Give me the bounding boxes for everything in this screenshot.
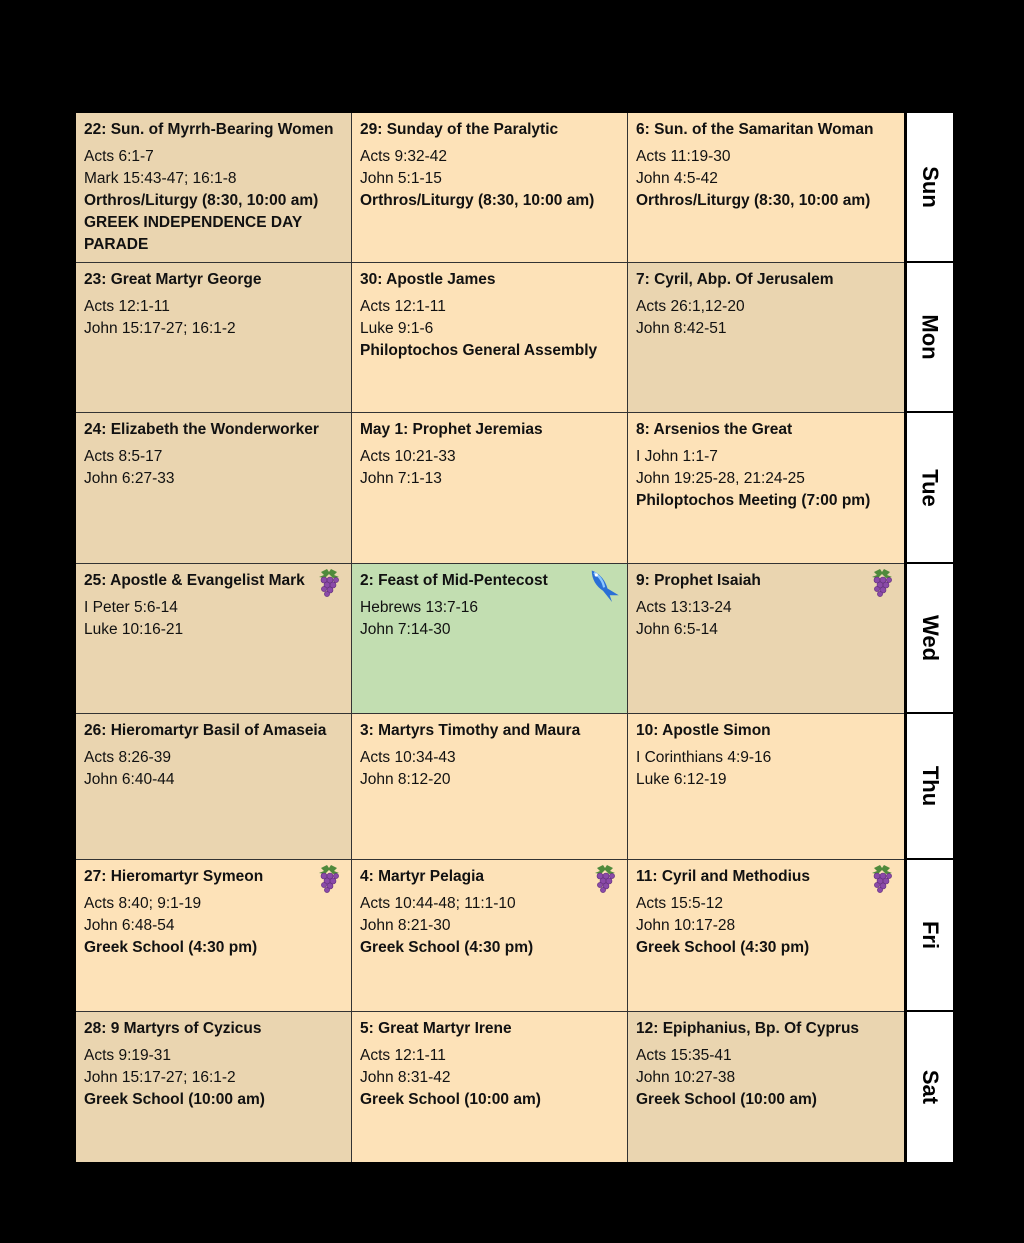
reading-line: John 6:48-54 (84, 917, 175, 934)
day-title: 5: Great Martyr Irene (360, 1020, 512, 1037)
day-cell[interactable] (628, 714, 904, 860)
day-title: 9: Prophet Isaiah (636, 572, 761, 589)
reading-line: Acts 9:32-42 (360, 148, 448, 165)
day-cell[interactable] (628, 413, 904, 564)
calendar-grid (76, 113, 904, 1162)
reading-line: Luke 6:12-19 (636, 771, 727, 788)
day-cell[interactable] (76, 1012, 352, 1162)
day-cell[interactable] (76, 113, 352, 263)
reading-line: Luke 9:1-6 (360, 320, 434, 337)
reading-line: John 7:1-13 (360, 470, 442, 487)
day-title: 2: Feast of Mid-Pentecost (360, 572, 548, 589)
reading-line: John 6:27-33 (84, 470, 175, 487)
event-line: Philoptochos Meeting (7:00 pm) (636, 492, 871, 509)
day-title: 12: Epiphanius, Bp. Of Cyprus (636, 1020, 860, 1037)
event-line: Greek School (4:30 pm) (636, 939, 810, 956)
reading-line: John 4:5-42 (636, 170, 718, 187)
day-cell[interactable] (76, 263, 352, 413)
reading-line: John 10:17-28 (636, 917, 736, 934)
reading-line: Acts 10:44-48; 11:1-10 (360, 895, 516, 912)
reading-line: Acts 10:21-33 (360, 448, 456, 465)
reading-line: Acts 13:13-24 (636, 599, 732, 616)
day-title: 10: Apostle Simon (636, 722, 771, 739)
weekday-text: Tue (918, 468, 944, 507)
reading-line: John 19:25-28, 21:24-25 (636, 470, 805, 487)
grapes-icon (589, 862, 621, 894)
day-title: 8: Arsenios the Great (636, 421, 793, 438)
reading-line: Acts 8:5-17 (84, 448, 163, 465)
reading-line: Acts 12:1-11 (360, 298, 446, 315)
grapes-icon (866, 566, 898, 598)
event-line: Orthros/Liturgy (8:30, 10:00 am) (84, 192, 319, 209)
reading-line: John 8:42-51 (636, 320, 727, 337)
reading-line: Acts 12:1-11 (360, 1047, 446, 1064)
reading-line: Acts 26:1,12-20 (636, 298, 745, 315)
day-title: 27: Hieromartyr Symeon (84, 868, 264, 885)
day-cell[interactable] (76, 413, 352, 564)
day-cell[interactable] (352, 413, 628, 564)
reading-line: Mark 15:43-47; 16:1-8 (84, 170, 237, 187)
weekday-text: Thu (918, 765, 944, 807)
reading-line: Acts 12:1-11 (84, 298, 170, 315)
day-cell[interactable] (352, 1012, 628, 1162)
day-cell[interactable] (76, 860, 352, 1012)
day-title: May 1: Prophet Jeremias (360, 421, 543, 438)
weekday-label-sat (907, 1012, 953, 1162)
grapes-icon (866, 862, 898, 894)
reading-line: John 8:12-20 (360, 771, 451, 788)
event-line: Orthros/Liturgy (8:30, 10:00 am) (636, 192, 871, 209)
reading-line: John 5:1-15 (360, 170, 442, 187)
day-cell[interactable] (352, 113, 628, 263)
event-line: Orthros/Liturgy (8:30, 10:00 am) (360, 192, 595, 209)
weekday-text: Wed (918, 614, 944, 662)
day-title: 11: Cyril and Methodius (636, 868, 810, 885)
day-title: 22: Sun. of Myrrh-Bearing Women (84, 121, 334, 138)
reading-line: John 6:40-44 (84, 771, 175, 788)
weekday-label-sun (907, 113, 953, 263)
weekday-label-tue (907, 413, 953, 564)
reading-line: Acts 8:40; 9:1-19 (84, 895, 202, 912)
event-line: Greek School (10:00 am) (636, 1091, 817, 1108)
day-cell[interactable] (628, 113, 904, 263)
reading-line: John 8:31-42 (360, 1069, 451, 1086)
reading-line: I Peter 5:6-14 (84, 599, 178, 616)
reading-line: Acts 15:5-12 (636, 895, 724, 912)
day-title: 23: Great Martyr George (84, 271, 262, 288)
weekday-text: Mon (918, 314, 944, 360)
event-line: PARADE (84, 236, 149, 253)
fish-icon (585, 566, 621, 602)
day-cell[interactable] (76, 564, 352, 714)
grapes-icon (313, 862, 345, 894)
reading-line: Hebrews 13:7-16 (360, 599, 479, 616)
reading-line: John 8:21-30 (360, 917, 451, 934)
weekday-label-thu (907, 714, 953, 860)
event-line: Greek School (10:00 am) (84, 1091, 265, 1108)
event-line: Greek School (4:30 pm) (360, 939, 534, 956)
event-line: Philoptochos General Assembly (360, 342, 598, 359)
reading-line: John 6:5-14 (636, 621, 718, 638)
day-cell[interactable] (628, 564, 904, 714)
day-title: 25: Apostle & Evangelist Mark (84, 572, 305, 589)
reading-line: Acts 6:1-7 (84, 148, 154, 165)
day-title: 4: Martyr Pelagia (360, 868, 485, 885)
day-title: 29: Sunday of the Paralytic (360, 121, 559, 138)
reading-line: Acts 11:19-30 (636, 148, 731, 165)
reading-line: John 7:14-30 (360, 621, 451, 638)
weekday-text: Fri (918, 920, 944, 950)
weekday-text: Sat (918, 1069, 944, 1105)
reading-line: I John 1:1-7 (636, 448, 718, 465)
day-title: 6: Sun. of the Samaritan Woman (636, 121, 874, 138)
day-cell[interactable] (352, 860, 628, 1012)
day-cell[interactable] (352, 714, 628, 860)
weekday-text: Sun (918, 166, 944, 208)
day-title: 7: Cyril, Abp. Of Jerusalem (636, 271, 834, 288)
reading-line: Acts 8:26-39 (84, 749, 172, 766)
grapes-icon (313, 566, 345, 598)
event-line: Greek School (10:00 am) (360, 1091, 541, 1108)
day-title: 30: Apostle James (360, 271, 496, 288)
reading-line: Luke 10:16-21 (84, 621, 184, 638)
weekday-column (907, 113, 949, 1162)
day-cell[interactable] (628, 1012, 904, 1162)
reading-line: Acts 15:35-41 (636, 1047, 732, 1064)
weekday-label-mon (907, 263, 953, 413)
day-cell[interactable] (352, 263, 628, 413)
day-title: 24: Elizabeth the Wonderworker (84, 421, 319, 438)
reading-line: Acts 9:19-31 (84, 1047, 172, 1064)
reading-line: John 15:17-27; 16:1-2 (84, 320, 236, 337)
reading-line: John 15:17-27; 16:1-2 (84, 1069, 236, 1086)
reading-line: I Corinthians 4:9-16 (636, 749, 772, 766)
day-cell[interactable] (352, 564, 628, 714)
day-cell[interactable] (628, 263, 904, 413)
day-cell[interactable] (628, 860, 904, 1012)
weekday-label-fri (907, 860, 953, 1012)
event-line: GREEK INDEPENDENCE DAY (84, 214, 303, 231)
day-title: 28: 9 Martyrs of Cyzicus (84, 1020, 262, 1037)
day-title: 3: Martyrs Timothy and Maura (360, 722, 581, 739)
day-cell[interactable] (76, 714, 352, 860)
event-line: Greek School (4:30 pm) (84, 939, 258, 956)
reading-line: Acts 10:34-43 (360, 749, 456, 766)
reading-line: John 10:27-38 (636, 1069, 736, 1086)
weekday-label-wed (907, 564, 953, 714)
day-title: 26: Hieromartyr Basil of Amaseia (84, 722, 327, 739)
